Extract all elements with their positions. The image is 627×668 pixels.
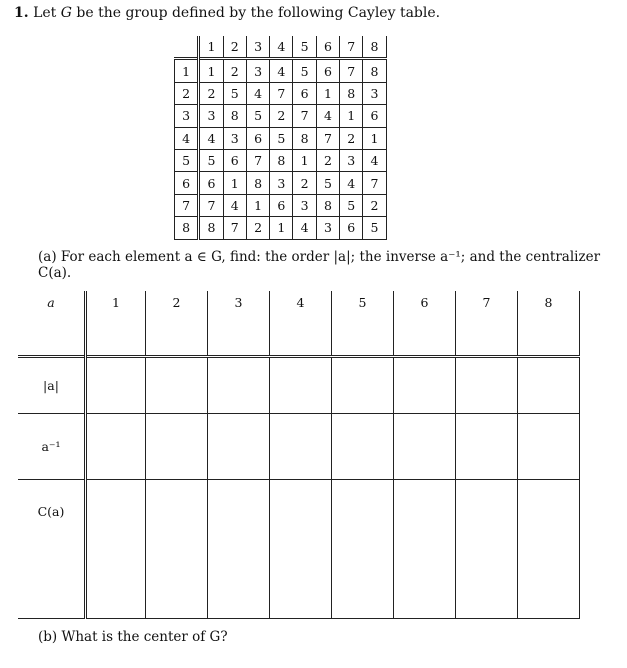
cayley-cell: 1 [363, 127, 386, 149]
cayley-cell: 2 [270, 105, 293, 127]
answer-cell[interactable] [86, 357, 146, 414]
answer-cell[interactable] [518, 414, 580, 480]
answer-cell[interactable] [394, 414, 456, 480]
answer-cell[interactable] [456, 357, 518, 414]
cayley-row-header: 8 [175, 217, 199, 239]
cayley-cell: 3 [223, 127, 246, 149]
cayley-col-header: 7 [340, 36, 363, 59]
cayley-cell: 6 [207, 175, 216, 191]
answer-row-centralizer [18, 480, 580, 619]
cayley-cell: 1 [270, 217, 293, 239]
cayley-cell: 4 [340, 172, 363, 194]
row-label-inverse: a⁻¹ [41, 439, 61, 454]
cayley-cell: 4 [293, 217, 316, 239]
cayley-cell: 4 [270, 59, 293, 82]
cayley-cell: 5 [207, 153, 216, 169]
cayley-cell: 7 [363, 172, 386, 194]
cayley-row [175, 82, 387, 104]
cayley-cell: 8 [223, 105, 246, 127]
problem-text-after: be the group defined by the following Cayley table. [71, 5, 441, 21]
cayley-cell: 8 [363, 59, 386, 82]
column-header: 6 [394, 291, 456, 357]
answer-cell[interactable] [332, 357, 394, 414]
cayley-row-header: 3 [175, 105, 199, 127]
cayley-cell: 7 [207, 197, 216, 213]
cayley-cell: 4 [316, 105, 339, 127]
cayley-cell: 8 [293, 127, 316, 149]
cayley-row [175, 59, 387, 82]
cayley-cell: 5 [363, 217, 386, 239]
cayley-row [175, 172, 387, 194]
cayley-cell: 4 [246, 82, 269, 104]
group-symbol: G [60, 5, 72, 21]
cayley-row [175, 149, 387, 171]
cayley-cell: 8 [316, 194, 339, 216]
answer-cell[interactable] [270, 414, 332, 480]
cayley-col-header: 1 [207, 39, 216, 55]
row-label-centralizer: C(a) [37, 504, 65, 519]
cayley-cell: 7 [223, 217, 246, 239]
row-label-element: a [47, 295, 55, 310]
cayley-cell: 6 [340, 217, 363, 239]
cayley-cell: 4 [363, 149, 386, 171]
problem-statement [14, 5, 440, 21]
answer-cell[interactable] [208, 357, 270, 414]
cayley-cell: 2 [246, 217, 269, 239]
cayley-row-header: 4 [175, 127, 199, 149]
answer-cell[interactable] [270, 480, 332, 619]
cayley-row-header: 6 [175, 172, 199, 194]
cayley-cell: 2 [223, 59, 246, 82]
cayley-col-header: 5 [293, 36, 316, 59]
cayley-cell: 7 [270, 82, 293, 104]
answer-cell[interactable] [270, 357, 332, 414]
cayley-col-header: 6 [316, 36, 339, 59]
column-header: 3 [208, 291, 270, 357]
answer-row-order [18, 357, 580, 414]
answer-cell[interactable] [86, 414, 146, 480]
cayley-cell: 7 [293, 105, 316, 127]
cayley-cell: 6 [246, 127, 269, 149]
column-header: 1 [86, 291, 146, 357]
answer-cell[interactable] [146, 480, 208, 619]
cayley-cell: 3 [207, 108, 216, 124]
cayley-cell: 8 [199, 217, 223, 239]
cayley-cell: 8 [340, 82, 363, 104]
answer-cell[interactable] [332, 414, 394, 480]
column-header: 8 [518, 291, 580, 357]
cayley-row [175, 105, 387, 127]
cayley-row-header: 7 [175, 194, 199, 216]
cayley-cell: 8 [270, 149, 293, 171]
cayley-cell: 1 [223, 172, 246, 194]
part-b-question: (b) What is the center of G? [38, 629, 228, 645]
cayley-table [174, 36, 387, 240]
cayley-cell: 5 [270, 127, 293, 149]
cayley-row [175, 217, 387, 239]
cayley-cell: 3 [246, 59, 269, 82]
answer-cell[interactable] [86, 480, 146, 619]
cayley-cell: 5 [246, 105, 269, 127]
answer-cell[interactable] [394, 357, 456, 414]
cayley-cell: 1 [316, 82, 339, 104]
column-header: 2 [146, 291, 208, 357]
problem-text-before: Let [33, 5, 61, 21]
cayley-cell: 3 [293, 194, 316, 216]
cayley-corner [175, 36, 199, 59]
cayley-cell: 1 [293, 149, 316, 171]
cayley-cell: 2 [340, 127, 363, 149]
cayley-cell: 6 [316, 59, 339, 82]
cayley-cell: 1 [246, 194, 269, 216]
answer-grid [18, 291, 580, 619]
cayley-cell: 5 [223, 82, 246, 104]
column-header: 5 [332, 291, 394, 357]
cayley-cell: 6 [270, 194, 293, 216]
cayley-cell: 2 [207, 85, 216, 101]
answer-row-inverse [18, 414, 580, 480]
cayley-row [175, 127, 387, 149]
cayley-cell: 2 [316, 149, 339, 171]
answer-header-row [18, 291, 580, 357]
cayley-cell: 4 [207, 130, 216, 146]
row-label-order: |a| [43, 378, 59, 393]
problem-number: 1. [14, 5, 29, 21]
answer-cell[interactable] [518, 480, 580, 619]
column-header: 4 [270, 291, 332, 357]
cayley-cell: 7 [340, 59, 363, 82]
answer-cell[interactable] [146, 414, 208, 480]
answer-cell[interactable] [208, 414, 270, 480]
part-a-question: (a) For each element a ∈ G, find: the order |a|; the inverse a⁻¹; and the centralizer C(a). [38, 249, 601, 281]
cayley-cell: 2 [293, 172, 316, 194]
cayley-cell: 8 [246, 172, 269, 194]
column-header: 7 [456, 291, 518, 357]
cayley-cell: 5 [293, 59, 316, 82]
cayley-col-header: 3 [246, 36, 269, 59]
cayley-cell: 3 [270, 172, 293, 194]
cayley-header-row [175, 36, 387, 59]
cayley-cell: 3 [340, 149, 363, 171]
cayley-col-header: 4 [270, 36, 293, 59]
cayley-row-header: 5 [175, 149, 199, 171]
cayley-cell: 6 [363, 105, 386, 127]
cayley-cell: 1 [340, 105, 363, 127]
answer-cell[interactable] [456, 414, 518, 480]
answer-cell[interactable] [394, 480, 456, 619]
cayley-row [175, 194, 387, 216]
cayley-cell: 5 [340, 194, 363, 216]
cayley-cell: 5 [316, 172, 339, 194]
cayley-cell: 6 [223, 149, 246, 171]
cayley-cell: 1 [207, 63, 216, 79]
cayley-row-header: 2 [175, 82, 199, 104]
cayley-cell: 3 [316, 217, 339, 239]
cayley-row-header: 1 [175, 59, 199, 82]
cayley-cell: 3 [363, 82, 386, 104]
cayley-cell: 2 [363, 194, 386, 216]
cayley-cell: 7 [246, 149, 269, 171]
answer-cell[interactable] [456, 480, 518, 619]
cayley-cell: 6 [293, 82, 316, 104]
answer-cell[interactable] [332, 480, 394, 619]
cayley-col-header: 8 [363, 36, 386, 59]
cayley-cell: 4 [223, 194, 246, 216]
answer-cell[interactable] [146, 357, 208, 414]
cayley-cell: 7 [316, 127, 339, 149]
cayley-col-header: 2 [223, 36, 246, 59]
answer-cell[interactable] [518, 357, 580, 414]
answer-cell[interactable] [208, 480, 270, 619]
